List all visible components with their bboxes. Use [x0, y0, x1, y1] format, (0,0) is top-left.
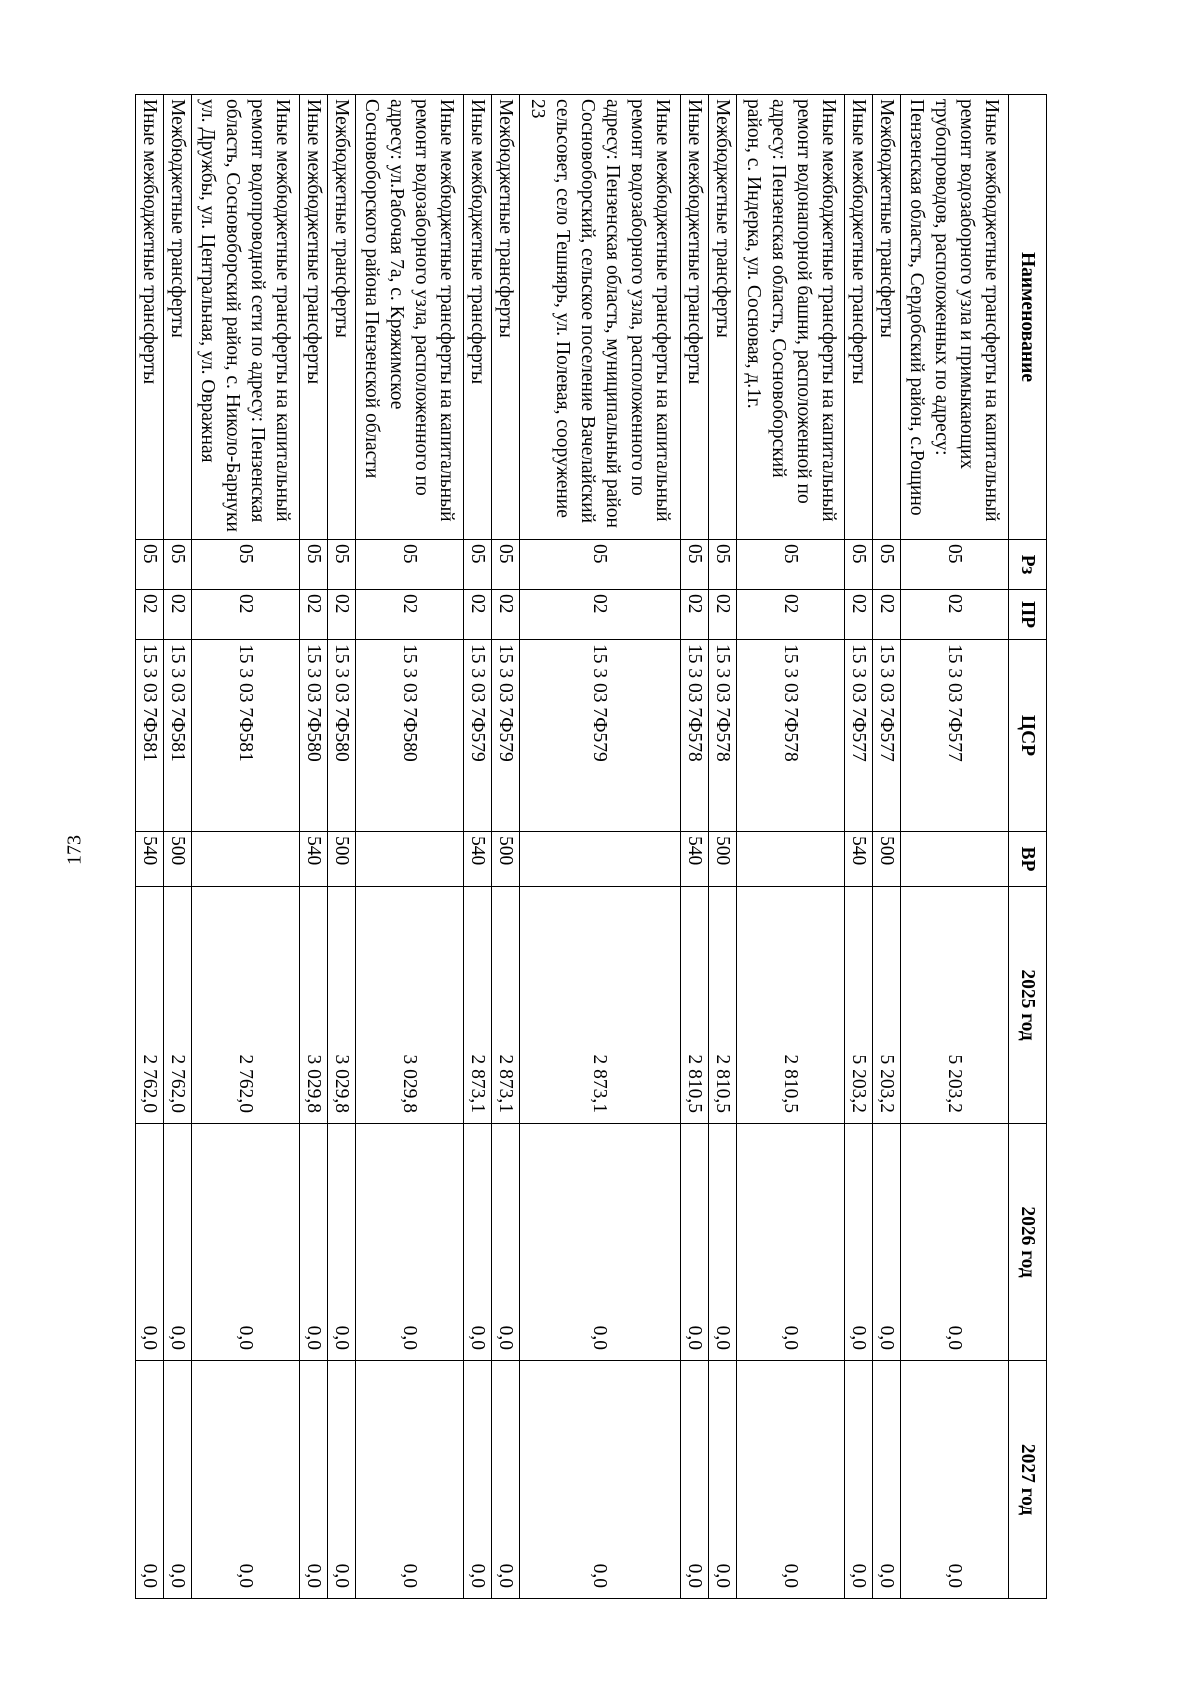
cell-2025: 2 762,0: [136, 887, 164, 1124]
header-rz: Рз: [1009, 540, 1047, 590]
cell-rz: 05: [191, 540, 299, 590]
cell-rz: 05: [463, 540, 491, 590]
table-row: [845, 95, 873, 1599]
cell-2027: 0,0: [872, 1361, 900, 1599]
cell-2027: 0,0: [327, 1361, 355, 1599]
cell-2026: 0,0: [872, 1124, 900, 1361]
cell-name: Межбюджетные трансферты: [872, 95, 900, 540]
cell-vr: 500: [163, 832, 191, 887]
page-number: 173: [63, 835, 86, 865]
cell-2025: 2 810,5: [736, 887, 844, 1124]
cell-2025: 3 029,8: [327, 887, 355, 1124]
cell-name: Межбюджетные трансферты: [327, 95, 355, 540]
cell-name: Межбюджетные трансферты: [163, 95, 191, 540]
header-name: Наименование: [1009, 95, 1047, 540]
cell-name: Межбюджетные трансферты: [491, 95, 519, 540]
cell-2025: 2 762,0: [163, 887, 191, 1124]
cell-2026: 0,0: [491, 1124, 519, 1361]
table-row: [519, 95, 681, 1599]
cell-name: Иные межбюджетные трансферты: [299, 95, 327, 540]
cell-csr: 15 3 03 7Ф577: [872, 640, 900, 832]
cell-pr: 02: [355, 590, 463, 640]
cell-2026: 0,0: [327, 1124, 355, 1361]
cell-2027: 0,0: [681, 1361, 709, 1599]
cell-2026: 0,0: [163, 1124, 191, 1361]
cell-2026: 0,0: [463, 1124, 491, 1361]
cell-rz: 05: [355, 540, 463, 590]
header-csr: ЦСР: [1009, 640, 1047, 832]
table-row: [872, 95, 900, 1599]
cell-2026: 0,0: [191, 1124, 299, 1361]
cell-2026: 0,0: [519, 1124, 681, 1361]
cell-rz: 05: [163, 540, 191, 590]
cell-2027: 0,0: [191, 1361, 299, 1599]
cell-rz: 05: [491, 540, 519, 590]
cell-rz: 05: [136, 540, 164, 590]
cell-vr: 540: [845, 832, 873, 887]
cell-2025: 3 029,8: [299, 887, 327, 1124]
table-row: [355, 95, 463, 1599]
cell-csr: 15 3 03 7Ф578: [709, 640, 737, 832]
cell-csr: 15 3 03 7Ф580: [299, 640, 327, 832]
cell-csr: 15 3 03 7Ф581: [191, 640, 299, 832]
cell-rz: 05: [327, 540, 355, 590]
cell-2026: 0,0: [355, 1124, 463, 1361]
header-2027: 2027 год: [1009, 1361, 1047, 1599]
cell-2027: 0,0: [299, 1361, 327, 1599]
cell-2027: 0,0: [491, 1361, 519, 1599]
cell-vr: 500: [327, 832, 355, 887]
cell-2026: 0,0: [900, 1124, 1008, 1361]
cell-vr: [355, 832, 463, 887]
cell-2027: 0,0: [136, 1361, 164, 1599]
cell-csr: 15 3 03 7Ф580: [327, 640, 355, 832]
table-row: [491, 95, 519, 1599]
cell-csr: 15 3 03 7Ф577: [900, 640, 1008, 832]
cell-name: Межбюджетные трансферты: [709, 95, 737, 540]
cell-csr: 15 3 03 7Ф579: [463, 640, 491, 832]
cell-pr: 02: [872, 590, 900, 640]
table-body: [136, 95, 1009, 1599]
budget-table-container: [135, 94, 1047, 1598]
header-2026: 2026 год: [1009, 1124, 1047, 1361]
cell-vr: 500: [872, 832, 900, 887]
cell-2027: 0,0: [709, 1361, 737, 1599]
cell-pr: 02: [299, 590, 327, 640]
table-row: [736, 95, 844, 1599]
cell-2027: 0,0: [163, 1361, 191, 1599]
table-row: [299, 95, 327, 1599]
cell-2027: 0,0: [845, 1361, 873, 1599]
cell-pr: 02: [845, 590, 873, 640]
cell-name: Иные межбюджетные трансферты: [845, 95, 873, 540]
cell-name: Иные межбюджетные трансферты на капитальный ремонт водозаборного узла, расположенного по адресу: Пензенская область, муниципальный район Сосновоборский, сельское поселение Вачелайский сельсовет, село Тешнярь, ул. Полевая, сооружение 23: [519, 95, 681, 540]
cell-vr: 540: [299, 832, 327, 887]
cell-csr: 15 3 03 7Ф578: [736, 640, 844, 832]
cell-rz: 05: [709, 540, 737, 590]
cell-pr: 02: [736, 590, 844, 640]
cell-2025: 2 762,0: [191, 887, 299, 1124]
table-row: [709, 95, 737, 1599]
cell-rz: 05: [681, 540, 709, 590]
cell-2025: 5 203,2: [845, 887, 873, 1124]
cell-2025: 3 029,8: [355, 887, 463, 1124]
cell-vr: [736, 832, 844, 887]
cell-rz: 05: [299, 540, 327, 590]
cell-2026: 0,0: [709, 1124, 737, 1361]
table-row: [463, 95, 491, 1599]
cell-rz: 05: [736, 540, 844, 590]
cell-pr: 02: [900, 590, 1008, 640]
cell-name: Иные межбюджетные трансферты: [681, 95, 709, 540]
cell-pr: 02: [463, 590, 491, 640]
cell-vr: 540: [681, 832, 709, 887]
cell-pr: 02: [709, 590, 737, 640]
cell-2026: 0,0: [299, 1124, 327, 1361]
cell-2026: 0,0: [845, 1124, 873, 1361]
cell-2027: 0,0: [355, 1361, 463, 1599]
header-2025: 2025 год: [1009, 887, 1047, 1124]
cell-2025: 5 203,2: [872, 887, 900, 1124]
cell-2025: 2 810,5: [681, 887, 709, 1124]
cell-rz: 05: [845, 540, 873, 590]
table-row: [136, 95, 164, 1599]
header-vr: ВР: [1009, 832, 1047, 887]
cell-csr: 15 3 03 7Ф579: [491, 640, 519, 832]
cell-2027: 0,0: [463, 1361, 491, 1599]
cell-2025: 5 203,2: [900, 887, 1008, 1124]
table-row: [681, 95, 709, 1599]
cell-2026: 0,0: [136, 1124, 164, 1361]
table-row: [191, 95, 299, 1599]
cell-vr: 500: [491, 832, 519, 887]
cell-2026: 0,0: [681, 1124, 709, 1361]
cell-pr: 02: [163, 590, 191, 640]
cell-name: Иные межбюджетные трансферты на капитальный ремонт водозаборного узла, расположенного по адресу: ул.Рабочая 7а, с. Кряжимское Сосновоборского района Пензенской области: [355, 95, 463, 540]
cell-name: Иные межбюджетные трансферты: [463, 95, 491, 540]
cell-csr: 15 3 03 7Ф581: [136, 640, 164, 832]
cell-2025: 2 873,1: [463, 887, 491, 1124]
cell-2025: 2 873,1: [491, 887, 519, 1124]
cell-name: Иные межбюджетные трансферты: [136, 95, 164, 540]
cell-csr: 15 3 03 7Ф581: [163, 640, 191, 832]
cell-vr: 540: [136, 832, 164, 887]
cell-2027: 0,0: [900, 1361, 1008, 1599]
cell-csr: 15 3 03 7Ф577: [845, 640, 873, 832]
cell-rz: 05: [900, 540, 1008, 590]
cell-name: Иные межбюджетные трансферты на капитальный ремонт водонапорной башни, расположенной по адресу: Пензенская область, Сосновоборский район, с. Индерка, ул. Сосновая, д.1г.: [736, 95, 844, 540]
cell-2027: 0,0: [519, 1361, 681, 1599]
cell-rz: 05: [872, 540, 900, 590]
cell-csr: 15 3 03 7Ф580: [355, 640, 463, 832]
cell-pr: 02: [519, 590, 681, 640]
cell-name: Иные межбюджетные трансферты на капитальный ремонт водозаборного узла и примыкающих трубопроводов, расположенных по адресу: Пензенская область, Сердобский район, с.Рощино: [900, 95, 1008, 540]
cell-pr: 02: [191, 590, 299, 640]
cell-2026: 0,0: [736, 1124, 844, 1361]
table-header-row: [1009, 95, 1047, 1599]
budget-table: [135, 94, 1047, 1599]
cell-2027: 0,0: [736, 1361, 844, 1599]
table-row: [163, 95, 191, 1599]
cell-csr: 15 3 03 7Ф579: [519, 640, 681, 832]
cell-vr: 500: [709, 832, 737, 887]
cell-pr: 02: [136, 590, 164, 640]
cell-vr: [191, 832, 299, 887]
cell-csr: 15 3 03 7Ф578: [681, 640, 709, 832]
table-row: [900, 95, 1008, 1599]
cell-pr: 02: [681, 590, 709, 640]
cell-pr: 02: [491, 590, 519, 640]
cell-2025: 2 873,1: [519, 887, 681, 1124]
cell-name: Иные межбюджетные трансферты на капитальный ремонт водопроводной сети по адресу: Пензенская область, Сосновоборский район, с. Николо-Барнуки ул. Дружбы, ул. Центральная, ул. Овражная: [191, 95, 299, 540]
cell-rz: 05: [519, 540, 681, 590]
table-row: [327, 95, 355, 1599]
cell-vr: 540: [463, 832, 491, 887]
cell-vr: [900, 832, 1008, 887]
cell-vr: [519, 832, 681, 887]
cell-pr: 02: [327, 590, 355, 640]
cell-2025: 2 810,5: [709, 887, 737, 1124]
header-pr: ПР: [1009, 590, 1047, 640]
